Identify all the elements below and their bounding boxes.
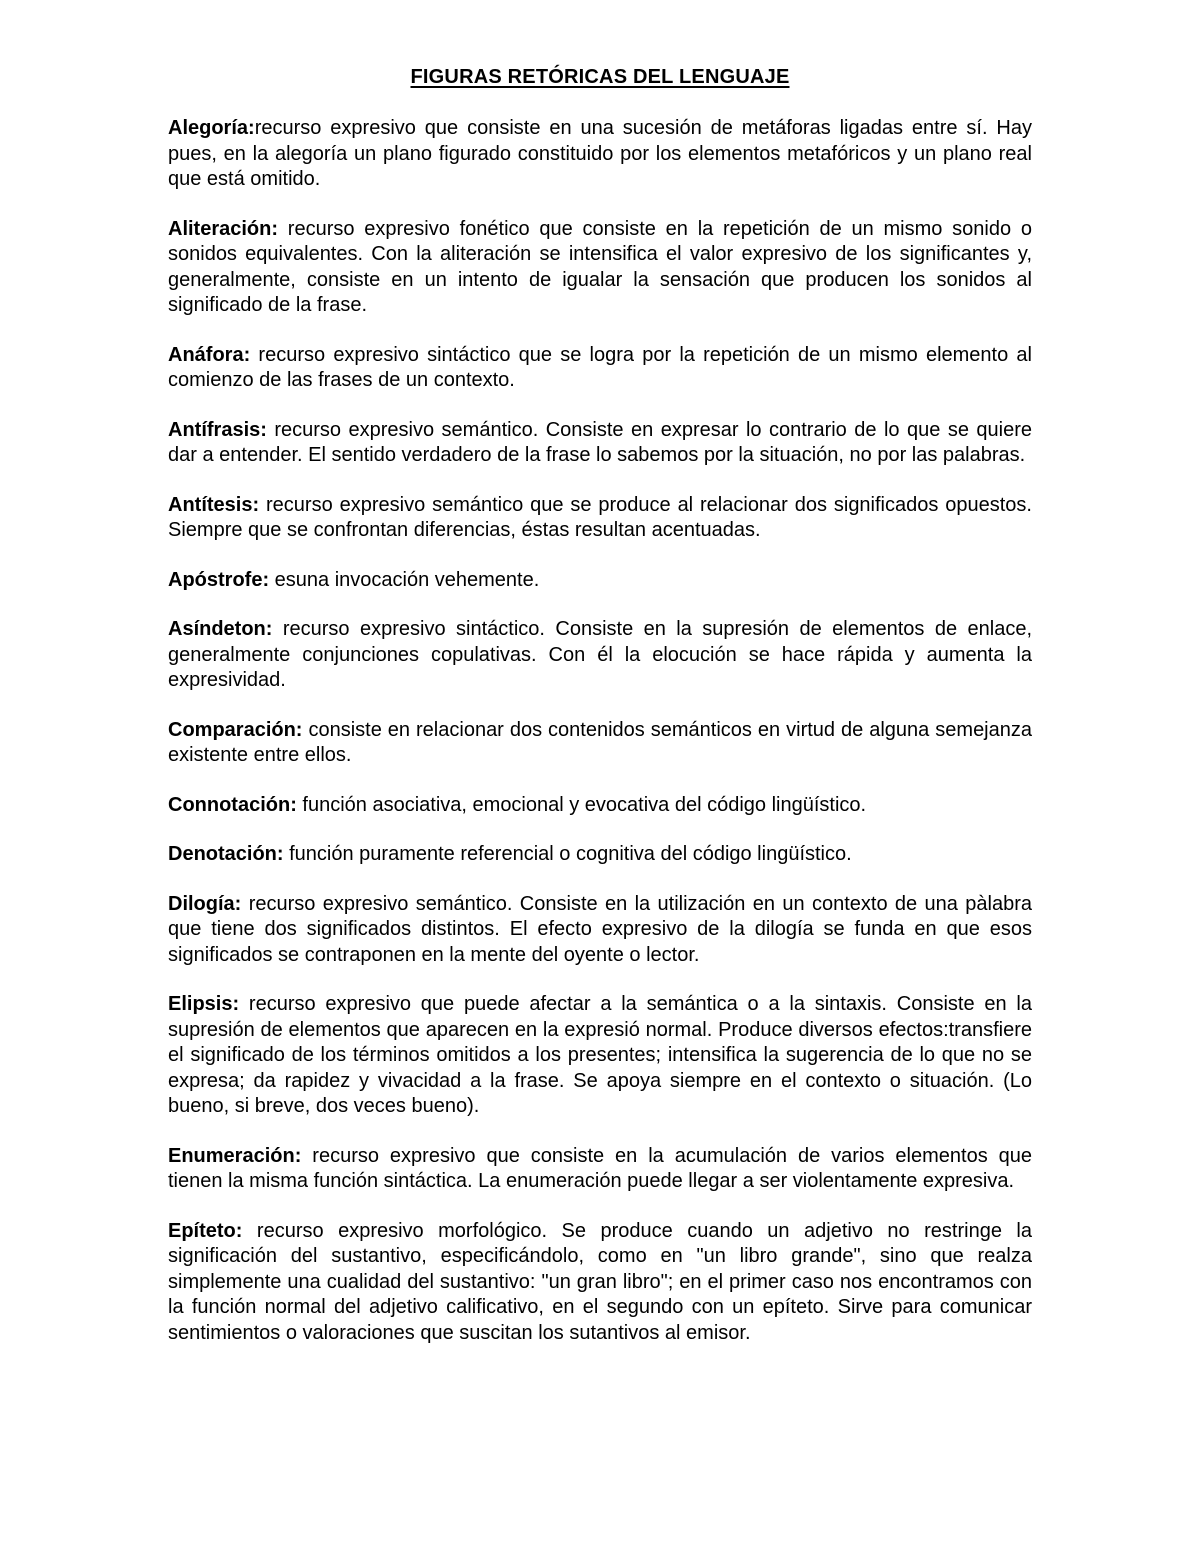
entry-comparacion: [168, 718, 1032, 769]
entry-term: Aliteración:: [168, 217, 279, 240]
entry-term: Enumeración:: [168, 1144, 302, 1167]
entry-antifrasis: [168, 418, 1032, 469]
entry-term: Antífrasis:: [168, 418, 267, 441]
entry-term: Antítesis:: [168, 493, 260, 516]
entry-definition: recurso expresivo fonético que consiste en la repetición de un mismo sonido o sonidos equivalentes. Con la aliteración se intensifica el valor expresivo de los significantes y, generalmente, consiste en un intento de igualar la sensación que producen los sonidos al significado de la frase.: [168, 217, 1032, 316]
entry-term: Denotación:: [168, 843, 284, 865]
entry-definition: consiste en relacionar dos contenidos semánticos en virtud de alguna semejanza existente entre ellos.: [168, 718, 1032, 766]
entry-term: Elipsis:: [168, 993, 240, 1015]
definitions-list: [168, 116, 1032, 1370]
entry-epiteto: [168, 1219, 1032, 1347]
page-title: FIGURAS RETÓRICAS DEL LENGUAJE: [410, 66, 790, 88]
entry-definition: recurso expresivo semántico que se produce al relacionar dos significados opuestos. Siempre que se confrontan diferencias, éstas resultan acentuadas.: [168, 493, 1032, 541]
entry-term: Epíteto:: [168, 1219, 243, 1242]
entry-definition: recurso expresivo que consiste en una sucesión de metáforas ligadas entre sí. Hay pues, en la alegoría un plano figurado constituido por los elementos metafóricos y un plano real que está omitido.: [168, 117, 1032, 190]
entry-definition: recurso expresivo que puede afectar a la semántica o a la sintaxis. Consiste en la supresión de elementos que aparecen en la expresió normal. Produce diversos efectos:transfiere el significado de los términos omitidos a los presentes; intensifica la sugerencia de lo que no se expresa; da rapidez y vivacidad a la frase. Se apoya siempre en el contexto o situación. (Lo bueno, si breve, dos veces bueno).: [168, 993, 1032, 1117]
entry-term: Dilogía:: [168, 892, 242, 915]
entry-term: Apóstrofe:: [168, 568, 270, 591]
entry-term: Asíndeton:: [168, 618, 273, 640]
entry-connotacion: [168, 793, 1032, 819]
entry-term: Connotación:: [168, 793, 297, 816]
entry-antitesis: [168, 493, 1032, 544]
entry-term: Alegoría:: [168, 117, 255, 139]
entry-elipsis: [168, 992, 1032, 1120]
entry-definition: función asociativa, emocional y evocativa del código lingüístico.: [296, 793, 867, 816]
entry-dilogia: [168, 892, 1032, 969]
entry-term: Anáfora:: [168, 343, 251, 366]
entry-definition: recurso expresivo semántico. Consiste en la utilización en un contexto de una pàlabra que tiene dos significados distintos. El efecto expresivo de la dilogía se funda en que esos significados se contraponen en la mente del oyente o lector.: [168, 892, 1032, 966]
entry-definition: recurso expresivo sintáctico. Consiste en la supresión de elementos de enlace, generalmente conjunciones copulativas. Con él la elocución se hace rápida y aumenta la expresividad.: [168, 618, 1032, 691]
entry-enumeracion: [168, 1144, 1032, 1195]
entry-definition: función puramente referencial o cognitiva del código lingüístico.: [283, 843, 852, 865]
entry-aliteracion: [168, 217, 1032, 319]
entry-definition: recurso expresivo semántico. Consiste en expresar lo contrario de lo que se quiere dar a entender. El sentido verdadero de la frase lo sabemos por la situación, no por las palabras.: [168, 418, 1032, 466]
entry-term: Comparación:: [168, 718, 303, 741]
entry-denotacion: [168, 842, 1032, 868]
entry-asindeton: [168, 617, 1032, 694]
entry-definition: recurso expresivo morfológico. Se produce cuando un adjetivo no restringe la significación del sustantivo, especificándolo, como en "un libro grande", sino que realza simplemente una cualidad del sustantivo: "un gran libro"; en el primer caso nos encontramos con la función normal del adjetivo calificativo, en el segundo con un epíteto. Sirve para comunicar sentimientos o valoraciones que suscitan los sutantivos al emisor.: [168, 1219, 1032, 1344]
entry-alegoria: [168, 116, 1032, 193]
entry-definition: recurso expresivo que consiste en la acumulación de varios elementos que tienen la misma función sintáctica. La enumeración puede llegar a ser violentamente expresiva.: [168, 1144, 1032, 1192]
entry-definition: esuna invocación vehemente.: [269, 568, 540, 591]
entry-anafora: [168, 343, 1032, 394]
entry-definition: recurso expresivo sintáctico que se logra por la repetición de un mismo elemento al comienzo de las frases de un contexto.: [168, 343, 1032, 391]
entry-apostrofe: [168, 568, 1032, 594]
